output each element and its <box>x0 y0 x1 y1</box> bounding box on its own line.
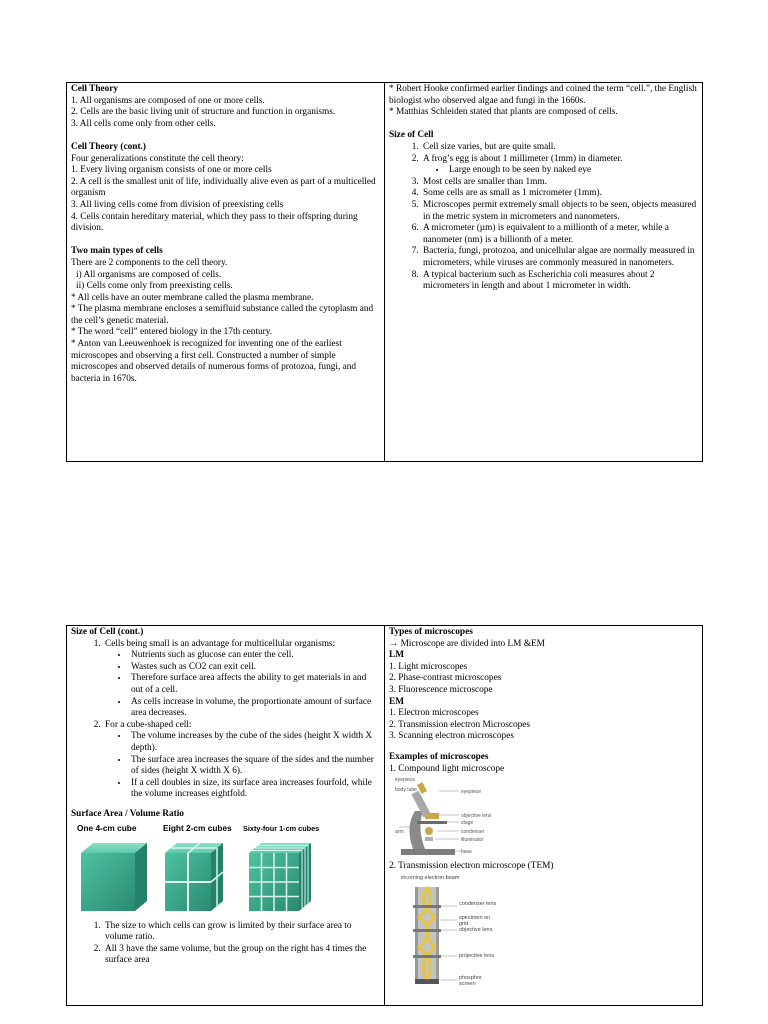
text-line: → Microscope are divided into LM &EM <box>389 638 545 649</box>
figure-label: One 4-cm cube <box>77 822 137 833</box>
svg-text:illuminator: illuminator <box>461 837 484 844</box>
list-item: 2. A frog’s egg is about 1 millimeter (1mm) in diameter. • Large enough to be seen by naked eye <box>421 154 698 177</box>
tem-label: incoming electron beam <box>401 874 460 881</box>
sub-bullet: • Nutrients such as glucose can enter the cell. <box>129 650 380 662</box>
text-line: 3. Scanning electron microscopes <box>389 731 514 742</box>
list-item: 8. A typical bacterium such as Escherichia coli measures about 2 micrometers in length and about 1 micrometer in width. <box>421 270 698 293</box>
svg-text:arm: arm <box>395 829 404 836</box>
text-line: 1. Every living organism consists of one or more cells <box>71 165 272 176</box>
bottom-table <box>66 625 703 1006</box>
text-line: 2. Transmission electron Microscopes <box>389 719 530 730</box>
sa-ratio-heading: Surface Area / Volume Ratio <box>71 808 184 819</box>
bottom-left-cell <box>67 626 385 1005</box>
tem-label: condenser lens <box>459 900 497 907</box>
text-line: There are 2 components to the cell theory. <box>71 257 228 268</box>
size-cont-list <box>71 639 380 801</box>
text-line: 1. All organisms are composed of one or more cells. <box>71 95 265 106</box>
tem-label: objective lens <box>459 926 493 933</box>
text-line: * The plasma membrane encloses a semifluid substance called the cytoplasm and the cell’s genetic material. <box>71 304 374 326</box>
cell-theory-heading: Cell Theory <box>71 84 119 94</box>
size-of-cell-heading: Size of Cell <box>389 130 434 141</box>
sub-bullet: • If a cell doubles in size, its surface area increases fourfold, while the volume increases eightfold. <box>129 778 380 801</box>
text-line: ii) Cells come only from preexisting cells. <box>76 281 233 292</box>
eight-cubes-group <box>165 843 223 911</box>
figure-label: Eight 2-cm cubes <box>163 822 232 833</box>
svg-text:body tube: body tube <box>395 787 417 794</box>
text-line: 4. Cells contain hereditary material, which they pass to their offspring during division. <box>71 211 358 234</box>
two-types-heading: Two main types of cells <box>71 246 163 257</box>
text-line: 1. Light microscopes <box>389 661 468 672</box>
list-item: 1. The size to which cells can grow is limited by their surface area to volume ratio. <box>103 921 380 944</box>
text-line: * All cells have an outer membrane called the plasma membrane. <box>71 292 314 303</box>
examples-heading: Examples of microscopes <box>389 751 489 762</box>
text-line: * Matthias Schleiden stated that plants are composed of cells. <box>389 107 618 118</box>
text-line: i) All organisms are composed of cells. <box>76 269 222 280</box>
list-item: 7. Bacteria, fungi, protozoa, and unicellular algae are normally measured in micrometers, while viruses are commonly measured in nanometers. <box>421 246 698 269</box>
list-item: 1. Cells being small is an advantage for multicellular organisms: • Nutrients such as glucose can enter the cell. • Wastes such as CO2 can exit cell. • Therefore surface area affects the ability to get materials in and out of a cell. • As cells increase in volume, the proportionate amount of surface area decreases. <box>103 639 380 720</box>
top-right-cell <box>385 83 702 461</box>
top-left-cell <box>67 83 385 461</box>
sub-bullet: • Therefore surface area affects the ability to get materials in and out of a cell. <box>129 673 380 696</box>
sub-bullet: • The volume increases by the cube of the sides (height X width X depth). <box>129 731 380 754</box>
light-microscope-illustration <box>395 777 495 859</box>
sixty-four-cubes-group <box>249 843 311 911</box>
cubes-illustration <box>73 823 353 919</box>
list-item: 2. All 3 have the same volume, but the group on the right has 4 times the surface area <box>103 944 380 967</box>
list-item: 5. Microscopes permit extremely small objects to be seen, objects measured in the metric system in micrometers and nanometers. <box>421 200 698 223</box>
text-line: 2. Transmission electron microscope (TEM) <box>389 861 554 872</box>
text-line: 2. Phase-contrast microscopes <box>389 673 502 684</box>
bottom-right-cell <box>385 626 702 1005</box>
figure-label: Sixty-four 1-cm cubes <box>243 823 320 833</box>
list-item: 6. A micrometer (µm) is equivalent to a millionth of a meter, while a nanometer (nm) is a billionth of a meter. <box>421 223 698 246</box>
text-line: * The word “cell” entered biology in the 17th century. <box>71 327 273 338</box>
svg-text:stage: stage <box>461 820 474 827</box>
cell-theory-cont-heading: Cell Theory (cont.) <box>71 141 146 152</box>
tem-label: phosphor screen <box>459 974 482 987</box>
svg-text:eyepiece: eyepiece <box>461 789 482 796</box>
list-item: 2. For a cube-shaped cell: • The volume increases by the cube of the sides (height X width X depth). • The surface area increases the square of the sides and the number of sides (height X width X 6). • If a cell doubles in size, its surface area increases fourfold, while the volume increases eightfold. <box>103 720 380 801</box>
text-line: Four generalizations constitute the cell theory: <box>71 153 244 164</box>
text-line: 3. All cells come only from other cells. <box>71 118 216 129</box>
tem-label: specimen on grid <box>459 914 491 927</box>
text-line: * Robert Hooke confirmed earlier findings and coined the term “cell.”, the English biologist who observed algae and fungi in the 1660s. <box>389 84 697 106</box>
svg-text:condenser: condenser <box>461 829 485 836</box>
text-line: 3. Fluorescence microscope <box>389 684 493 695</box>
text-line: 3. All living cells come from division of preexisting cells <box>71 199 284 210</box>
sub-bullet: • As cells increase in volume, the proportionate amount of surface area decreases. <box>129 697 380 720</box>
sub-bullet: • Large enough to be seen by naked eye <box>447 165 698 177</box>
surface-area-figure <box>73 823 353 919</box>
text-line: 2. Cells are the basic living unit of structure and function in organisms. <box>71 107 336 118</box>
sub-bullet: • Wastes such as CO2 can exit cell. <box>129 662 380 674</box>
tem-label: projective lens <box>459 952 495 959</box>
em-heading: EM <box>389 696 404 707</box>
list-item: 3. Most cells are smaller than 1mm. <box>421 177 698 189</box>
text-line: 2. A cell is the smallest unit of life, individually alive even as part of a multicelled organism <box>71 176 376 199</box>
svg-text:objective lens: objective lens <box>461 813 492 820</box>
text-line: 1. Electron microscopes <box>389 708 479 719</box>
tem-illustration <box>393 873 533 985</box>
size-of-cell-list <box>389 142 698 293</box>
sub-bullet: • The surface area increases the square of the sides and the number of sides (height X width X 6). <box>129 755 380 778</box>
svg-text:eyepiece: eyepiece <box>395 777 416 784</box>
types-heading: Types of microscopes <box>389 627 473 637</box>
text-line: 1. Compound light microscope <box>389 763 505 774</box>
text-line: * Anton van Leeuwenhoek is recognized for inventing one of the earliest microscopes and observing a first cell. Constructed a number of simple microscopes and observed details of numerous forms of protozoa, fungi, and bacteria in 1670s. <box>71 339 357 384</box>
svg-text:base: base <box>461 849 472 856</box>
lm-heading: LM <box>389 650 404 661</box>
top-table <box>66 82 703 462</box>
sa-ratio-list <box>71 921 380 967</box>
size-cont-heading: Size of Cell (cont.) <box>71 627 144 637</box>
list-item: 4. Some cells are as small as 1 micrometer (1mm). <box>421 188 698 200</box>
list-item: 1. Cell size varies, but are quite small. <box>421 142 698 154</box>
